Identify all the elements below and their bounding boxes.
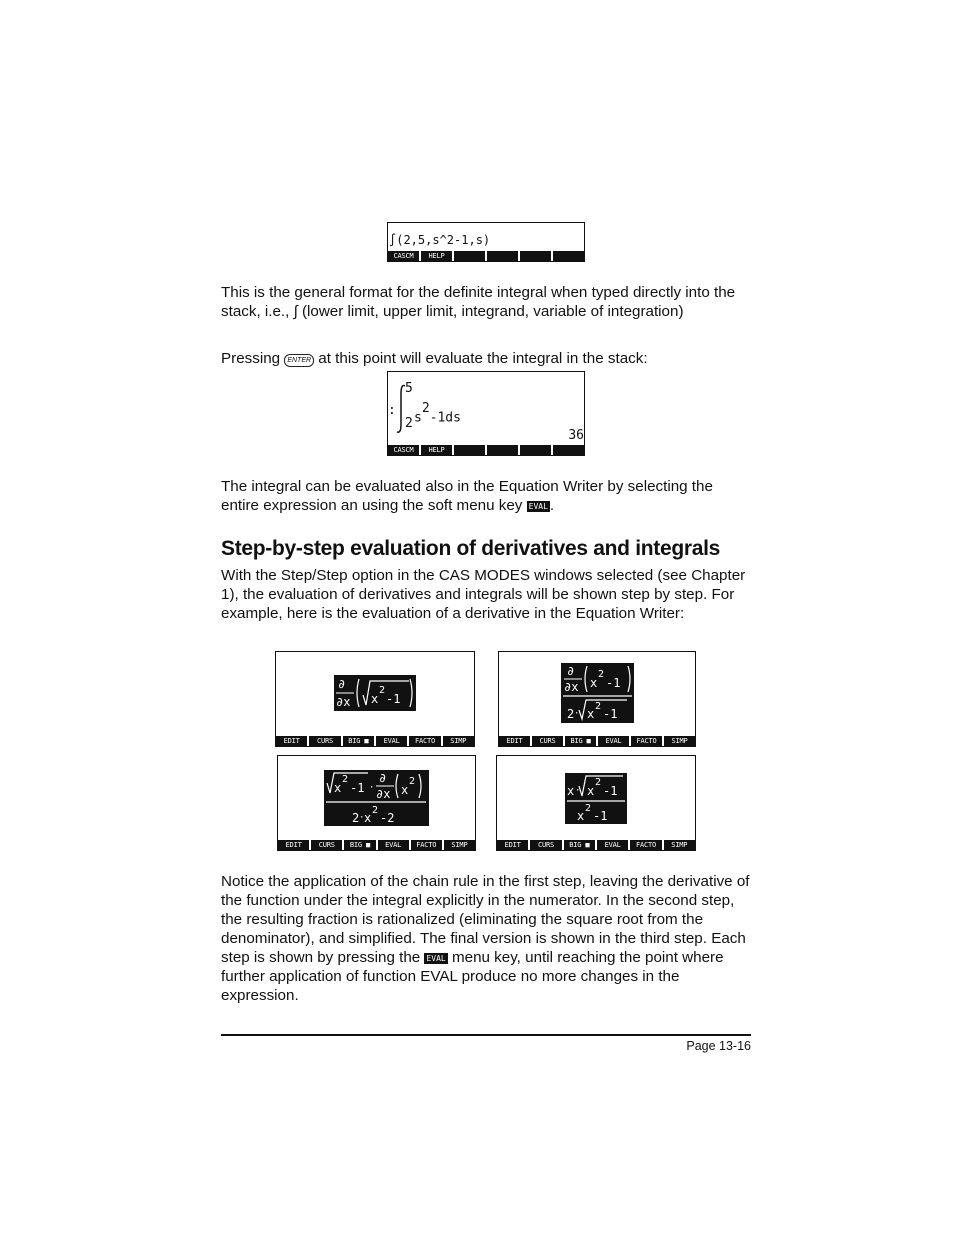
softkey-simp[interactable]: SIMP: [444, 840, 475, 850]
svg-text:·: ·: [369, 783, 375, 793]
upper-limit: 5: [405, 381, 413, 396]
softkey-curs[interactable]: CURS: [309, 736, 340, 746]
softkey-4[interactable]: [487, 251, 518, 261]
softkey-3[interactable]: [454, 251, 485, 261]
svg-text:-1: -1: [603, 707, 618, 721]
svg-text:∂: ∂: [379, 771, 387, 785]
svg-text:-1: -1: [386, 692, 401, 706]
stack-level-label: :: [388, 403, 396, 418]
softkey-edit[interactable]: EDIT: [278, 840, 309, 850]
derivative-expression: [334, 675, 416, 711]
svg-text:·: ·: [575, 786, 581, 796]
svg-text:2: 2: [379, 685, 386, 696]
command-line: ∫(2,5,s^2-1,s): [389, 233, 491, 247]
svg-text:2: 2: [567, 707, 575, 721]
softkey-6[interactable]: [553, 445, 584, 455]
selected-expression: [334, 675, 416, 711]
softkey-big[interactable]: BIG ■: [343, 736, 374, 746]
svg-text:2: 2: [372, 805, 379, 816]
svg-text:-1: -1: [593, 809, 608, 823]
rationalized-expression: [324, 770, 429, 826]
svg-text:x: x: [567, 784, 575, 798]
svg-text:∂x: ∂x: [376, 787, 391, 801]
paragraph-pressing-enter: [221, 349, 751, 368]
calculator-screen-integral-result: [387, 371, 585, 456]
svg-text:∂: ∂: [338, 677, 346, 691]
simplified-expression: [565, 773, 627, 824]
integrand-var: s: [414, 410, 422, 426]
softkey-big[interactable]: BIG ■: [344, 840, 375, 850]
section-heading: Step-by-step evaluation of derivatives and integrals: [221, 537, 721, 560]
svg-text:∂: ∂: [567, 664, 575, 678]
svg-text:x: x: [364, 811, 372, 825]
text: at this point will evaluate the integral in the stack:: [318, 350, 648, 367]
softkey-big[interactable]: BIG ■: [564, 840, 595, 850]
svg-text:2: 2: [598, 669, 605, 680]
selected-expression: [324, 770, 429, 826]
softkey-simp[interactable]: SIMP: [664, 736, 695, 746]
soft-menu-bar: [276, 736, 474, 746]
svg-text:·: ·: [359, 813, 365, 823]
svg-text:-1: -1: [350, 781, 365, 795]
softkey-3[interactable]: [454, 445, 485, 455]
softkey-big[interactable]: BIG ■: [565, 736, 596, 746]
integrand-rest: -1ds: [429, 410, 461, 426]
paragraph-step-by-step: With the Step/Step option in the CAS MODES windows selected (see Chapter 1), the evaluation of derivatives and integrals will be shown step by step. For example, here is the evaluation of a derivative in the Equation Writer:: [221, 567, 746, 622]
lower-limit: 2: [405, 416, 413, 431]
softkey-4[interactable]: [487, 445, 518, 455]
softkey-simp[interactable]: SIMP: [443, 736, 474, 746]
softkey-edit[interactable]: EDIT: [497, 840, 528, 850]
softkey-edit[interactable]: EDIT: [276, 736, 307, 746]
softkey-eval[interactable]: EVAL: [378, 840, 409, 850]
softkey-6[interactable]: [553, 251, 584, 261]
svg-text:2: 2: [409, 776, 416, 787]
soft-menu-bar: [499, 736, 695, 746]
softkey-1[interactable]: CASCM: [388, 445, 419, 455]
softkey-facto[interactable]: FACTO: [630, 840, 661, 850]
softkey-1[interactable]: CASCM: [388, 251, 419, 261]
svg-text:-2: -2: [380, 811, 395, 825]
softkey-eval[interactable]: EVAL: [597, 840, 628, 850]
soft-menu-bar: [388, 445, 584, 455]
svg-text:x: x: [371, 692, 379, 706]
result-value: 36: [568, 428, 584, 443]
text: Pressing: [221, 350, 281, 367]
integrand: [414, 401, 461, 426]
exponent: 2: [421, 401, 430, 416]
eval-key-icon: EVAL: [426, 954, 446, 963]
selected-expression: [561, 663, 634, 723]
eval-key-icon: EVAL: [528, 502, 548, 511]
footer-rule: [221, 1034, 751, 1036]
softkey-facto[interactable]: FACTO: [411, 840, 442, 850]
softkey-simp[interactable]: SIMP: [664, 840, 695, 850]
softkey-eval[interactable]: EVAL: [376, 736, 407, 746]
softkey-2[interactable]: HELP: [421, 445, 452, 455]
svg-text:x: x: [334, 781, 342, 795]
softkey-2[interactable]: HELP: [421, 251, 452, 261]
soft-menu-bar: [388, 251, 584, 261]
calculator-screen-integral-command: [387, 222, 585, 262]
text: .: [549, 497, 555, 514]
text: Notice the application of the chain rule in the first step, leaving the derivative of the function under the integral explicitly in the numerator. In the second step, the resulting fraction is rationalized (eliminating the square root from the denominator), and simplified. The final version is shown in the third step. Each step is shown by pressing the: [221, 873, 750, 966]
svg-text:-1: -1: [606, 676, 621, 690]
softkey-edit[interactable]: EDIT: [499, 736, 530, 746]
paragraph-general-format: This is the general format for the definite integral when typed directly into the stack, i.e., ∫ (lower limit, upper limit, integrand, variable of integration): [221, 284, 736, 320]
svg-text:·: ·: [574, 709, 580, 719]
softkey-curs[interactable]: CURS: [311, 840, 342, 850]
softkey-curs[interactable]: CURS: [532, 736, 563, 746]
svg-text:∂x: ∂x: [564, 680, 579, 694]
text: menu key, until reaching the point where further application of function EVAL produce no more changes in the expression.: [221, 949, 724, 1004]
svg-text:-1: -1: [603, 784, 618, 798]
softkey-eval[interactable]: EVAL: [598, 736, 629, 746]
svg-text:x: x: [590, 676, 598, 690]
soft-menu-bar: [497, 840, 695, 850]
soft-menu-bar: [278, 840, 475, 850]
paragraph-equation-writer: [221, 477, 751, 515]
svg-text:x: x: [577, 809, 585, 823]
svg-text:x: x: [587, 784, 595, 798]
eqw-screen-step-3: [496, 755, 696, 851]
paragraph-chain-rule: [221, 872, 751, 1005]
svg-text:∂x: ∂x: [336, 695, 351, 709]
eqw-screen-step-1: [498, 651, 696, 747]
svg-text:2: 2: [595, 701, 602, 712]
svg-text:x: x: [587, 707, 595, 721]
text: The integral can be evaluated also in the Equation Writer by selecting the entire expression an using the soft menu key: [221, 478, 713, 514]
page-number: Page 13-16: [686, 1039, 751, 1053]
softkey-facto[interactable]: FACTO: [409, 736, 440, 746]
svg-text:2: 2: [342, 774, 349, 785]
softkey-curs[interactable]: CURS: [530, 840, 561, 850]
chain-rule-expression: [561, 663, 634, 723]
eqw-screen-step-2: [277, 755, 476, 851]
svg-text:2: 2: [595, 777, 602, 788]
selected-expression: [565, 773, 627, 824]
softkey-5[interactable]: [520, 251, 551, 261]
eqw-screen-step-0: [275, 651, 475, 747]
softkey-5[interactable]: [520, 445, 551, 455]
svg-text:x: x: [401, 783, 409, 797]
svg-text:2: 2: [585, 803, 592, 814]
enter-key-icon: ENTER: [284, 354, 314, 367]
softkey-facto[interactable]: FACTO: [631, 736, 662, 746]
svg-text:2: 2: [352, 811, 360, 825]
